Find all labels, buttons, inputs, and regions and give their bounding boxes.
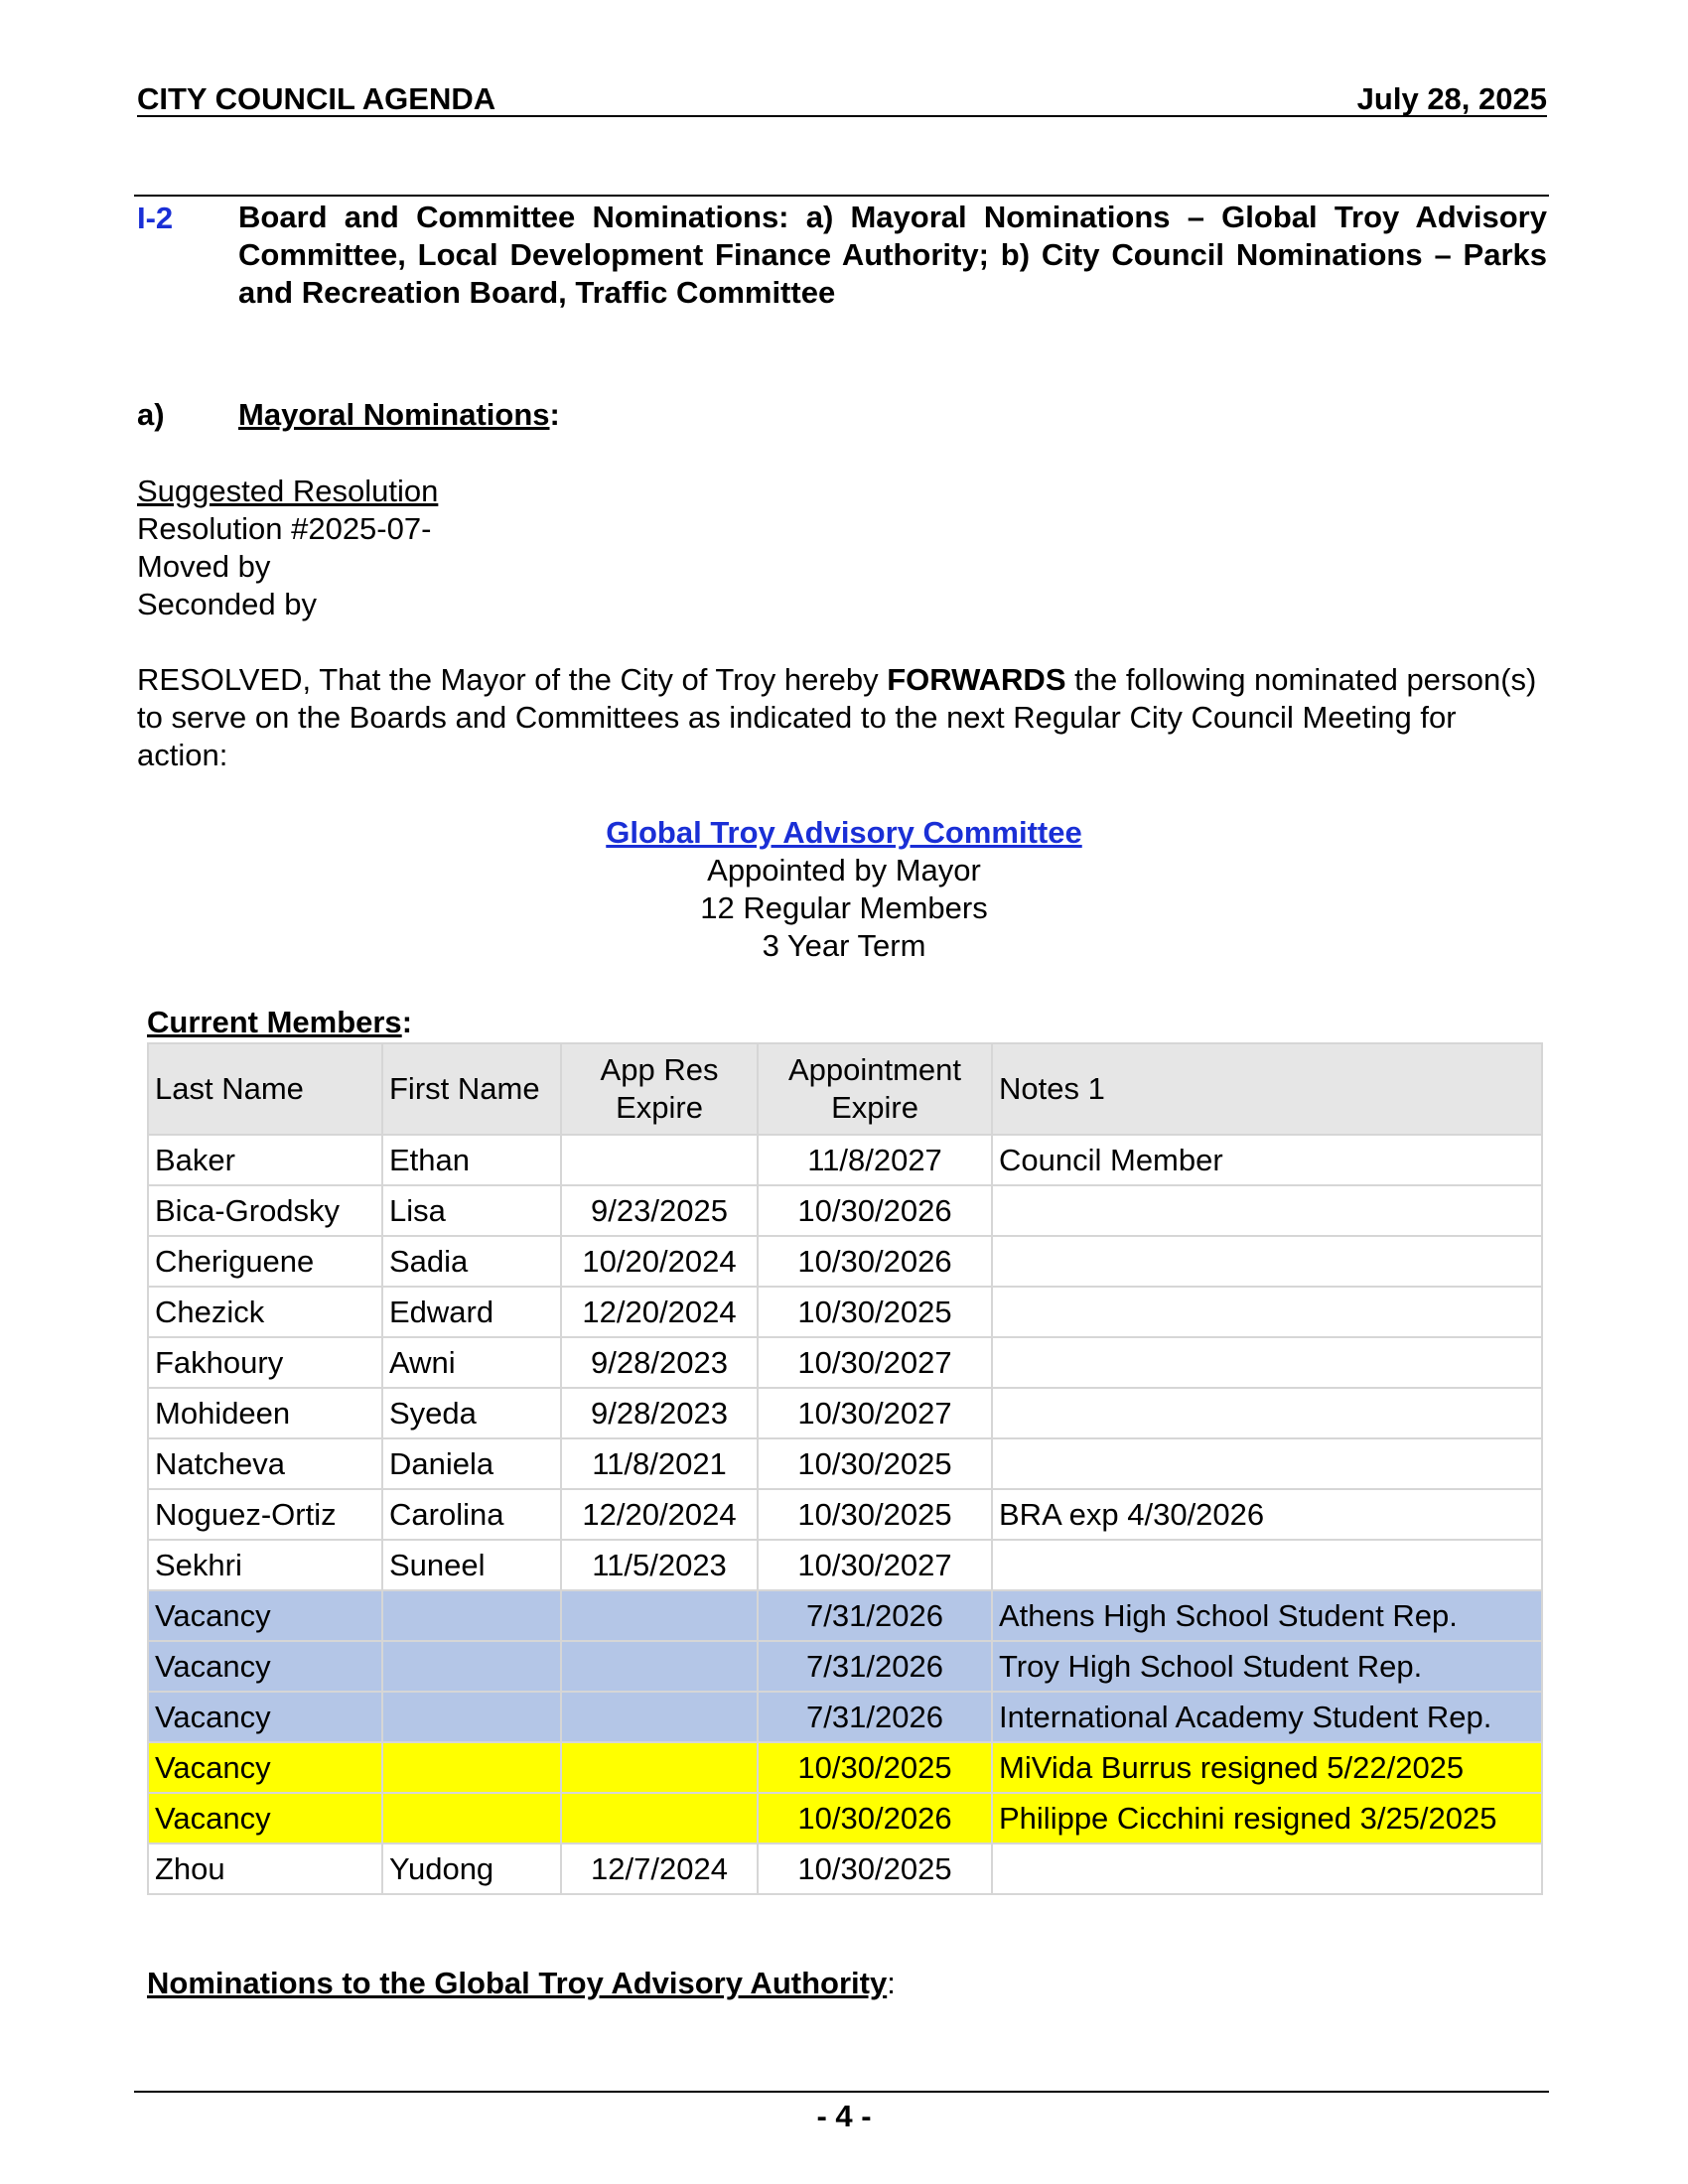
cell-app-res-expire: 9/23/2025: [561, 1185, 758, 1236]
cell-last-name: Baker: [148, 1135, 382, 1185]
members-table: [147, 1042, 1543, 1895]
resolution-heading: Suggested Resolution: [137, 474, 439, 508]
cell-first-name: [382, 1590, 561, 1641]
seconded-by: Seconded by: [137, 587, 317, 621]
cell-first-name: [382, 1742, 561, 1793]
header-date: July 28, 2025: [1356, 81, 1547, 116]
table-header-row: [148, 1043, 1542, 1135]
cell-app-res-expire: 12/20/2024: [561, 1287, 758, 1337]
cell-appointment-expire: 10/30/2027: [758, 1540, 992, 1590]
cell-appointment-expire: 7/31/2026: [758, 1692, 992, 1742]
col-header-notes: Notes 1: [992, 1043, 1542, 1135]
cell-last-name: Vacancy: [148, 1793, 382, 1843]
cell-first-name: Lisa: [382, 1185, 561, 1236]
nominations-text: Nominations to the Global Troy Advisory Authority: [147, 1966, 888, 2000]
cell-notes: [992, 1236, 1542, 1287]
cell-notes: [992, 1540, 1542, 1590]
cell-appointment-expire: 10/30/2025: [758, 1742, 992, 1793]
cell-app-res-expire: [561, 1590, 758, 1641]
section-letter: a): [137, 397, 165, 432]
cell-first-name: Daniela: [382, 1438, 561, 1489]
page-header: [137, 81, 1547, 117]
col-header-appointment-expire: Appointment Expire: [758, 1043, 992, 1135]
nominations-colon: :: [887, 1966, 896, 2000]
cell-app-res-expire: 10/20/2024: [561, 1236, 758, 1287]
cell-first-name: Carolina: [382, 1489, 561, 1540]
cell-last-name: Vacancy: [148, 1692, 382, 1742]
cell-first-name: Ethan: [382, 1135, 561, 1185]
cell-appointment-expire: 10/30/2025: [758, 1438, 992, 1489]
cell-appointment-expire: 10/30/2027: [758, 1337, 992, 1388]
item-title: Board and Committee Nominations: a) Mayoral Nominations – Global Troy Advisory Committee, Local Development Finance Authority; b) City Council Nominations – Parks and Recreation Board, Traffic Committee: [238, 200, 1547, 310]
committee-term: 3 Year Term: [762, 928, 926, 963]
table-row: [148, 1489, 1542, 1540]
cell-app-res-expire: [561, 1135, 758, 1185]
cell-first-name: [382, 1641, 561, 1692]
committee-members-count: 12 Regular Members: [700, 890, 988, 925]
cell-notes: [992, 1438, 1542, 1489]
cell-notes: Athens High School Student Rep.: [992, 1590, 1542, 1641]
col-header-app-res-expire: App Res Expire: [561, 1043, 758, 1135]
cell-app-res-expire: [561, 1742, 758, 1793]
cell-appointment-expire: 10/30/2027: [758, 1388, 992, 1438]
header-title: CITY COUNCIL AGENDA: [137, 81, 496, 116]
footer-divider: [134, 2091, 1549, 2093]
cell-last-name: Fakhoury: [148, 1337, 382, 1388]
cell-appointment-expire: 10/30/2026: [758, 1185, 992, 1236]
cell-notes: BRA exp 4/30/2026: [992, 1489, 1542, 1540]
table-row: [148, 1742, 1542, 1793]
resolved-forwards: FORWARDS: [887, 662, 1066, 697]
cell-appointment-expire: 10/30/2025: [758, 1489, 992, 1540]
cell-app-res-expire: [561, 1793, 758, 1843]
table-row: [148, 1590, 1542, 1641]
section-title: [238, 397, 560, 433]
moved-by: Moved by: [137, 549, 271, 584]
cell-notes: Council Member: [992, 1135, 1542, 1185]
resolved-paragraph: [137, 661, 1547, 774]
cell-last-name: Cheriguene: [148, 1236, 382, 1287]
cell-last-name: Vacancy: [148, 1641, 382, 1692]
table-row: [148, 1135, 1542, 1185]
cell-notes: [992, 1337, 1542, 1388]
cell-app-res-expire: 11/5/2023: [561, 1540, 758, 1590]
cell-last-name: Vacancy: [148, 1742, 382, 1793]
committee-appointed: Appointed by Mayor: [707, 853, 981, 887]
section-title-colon: :: [549, 397, 560, 432]
cell-appointment-expire: 7/31/2026: [758, 1641, 992, 1692]
cell-last-name: Zhou: [148, 1843, 382, 1894]
resolved-text-start: RESOLVED, That the Mayor of the City of Troy hereby: [137, 662, 888, 697]
col-header-first-name: First Name: [382, 1043, 561, 1135]
table-row: [148, 1438, 1542, 1489]
cell-appointment-expire: 11/8/2027: [758, 1135, 992, 1185]
table-row: [148, 1641, 1542, 1692]
cell-first-name: [382, 1692, 561, 1742]
cell-first-name: [382, 1793, 561, 1843]
cell-appointment-expire: 10/30/2025: [758, 1843, 992, 1894]
table-row: [148, 1337, 1542, 1388]
cell-app-res-expire: [561, 1641, 758, 1692]
resolution-block: [137, 473, 438, 623]
cell-last-name: Noguez-Ortiz: [148, 1489, 382, 1540]
resolved-text-end: the following nominated person(s) to serve on the Boards and Committees as indicated to the next Regular City Council Meeting for action:: [137, 662, 1537, 772]
cell-last-name: Bica-Grodsky: [148, 1185, 382, 1236]
table-row: [148, 1287, 1542, 1337]
current-members-colon: :: [401, 1005, 413, 1039]
cell-app-res-expire: [561, 1692, 758, 1742]
cell-notes: International Academy Student Rep.: [992, 1692, 1542, 1742]
cell-appointment-expire: 10/30/2026: [758, 1236, 992, 1287]
cell-first-name: Syeda: [382, 1388, 561, 1438]
col-header-last-name: Last Name: [148, 1043, 382, 1135]
cell-app-res-expire: 12/7/2024: [561, 1843, 758, 1894]
cell-notes: [992, 1185, 1542, 1236]
cell-notes: MiVida Burrus resigned 5/22/2025: [992, 1742, 1542, 1793]
cell-app-res-expire: 9/28/2023: [561, 1388, 758, 1438]
cell-appointment-expire: 10/30/2025: [758, 1287, 992, 1337]
cell-appointment-expire: 7/31/2026: [758, 1590, 992, 1641]
resolution-number: Resolution #2025-07-: [137, 511, 432, 546]
item-number: I-2: [137, 201, 174, 235]
cell-last-name: Sekhri: [148, 1540, 382, 1590]
cell-first-name: Sadia: [382, 1236, 561, 1287]
current-members-text: Current Members: [147, 1005, 402, 1039]
cell-last-name: Natcheva: [148, 1438, 382, 1489]
cell-app-res-expire: 11/8/2021: [561, 1438, 758, 1489]
cell-last-name: Mohideen: [148, 1388, 382, 1438]
cell-notes: [992, 1287, 1542, 1337]
section-title-text: Mayoral Nominations: [238, 397, 550, 432]
cell-app-res-expire: 9/28/2023: [561, 1337, 758, 1388]
cell-last-name: Chezick: [148, 1287, 382, 1337]
page-number: - 4 -: [816, 2099, 872, 2133]
cell-first-name: Yudong: [382, 1843, 561, 1894]
current-members-label: [147, 1005, 412, 1040]
divider: [134, 195, 1549, 197]
table-row: [148, 1236, 1542, 1287]
cell-notes: Philippe Cicchini resigned 3/25/2025: [992, 1793, 1542, 1843]
cell-notes: [992, 1843, 1542, 1894]
table-row: [148, 1843, 1542, 1894]
table-row: [148, 1388, 1542, 1438]
cell-first-name: Suneel: [382, 1540, 561, 1590]
table-row: [148, 1540, 1542, 1590]
cell-app-res-expire: 12/20/2024: [561, 1489, 758, 1540]
cell-first-name: Awni: [382, 1337, 561, 1388]
cell-notes: [992, 1388, 1542, 1438]
table-row: [148, 1793, 1542, 1843]
table-row: [148, 1692, 1542, 1742]
committee-link[interactable]: Global Troy Advisory Committee: [606, 815, 1082, 850]
committee-info: [0, 814, 1688, 965]
nominations-label: [147, 1966, 896, 2001]
cell-first-name: Edward: [382, 1287, 561, 1337]
cell-appointment-expire: 10/30/2026: [758, 1793, 992, 1843]
cell-last-name: Vacancy: [148, 1590, 382, 1641]
cell-notes: Troy High School Student Rep.: [992, 1641, 1542, 1692]
table-row: [148, 1185, 1542, 1236]
